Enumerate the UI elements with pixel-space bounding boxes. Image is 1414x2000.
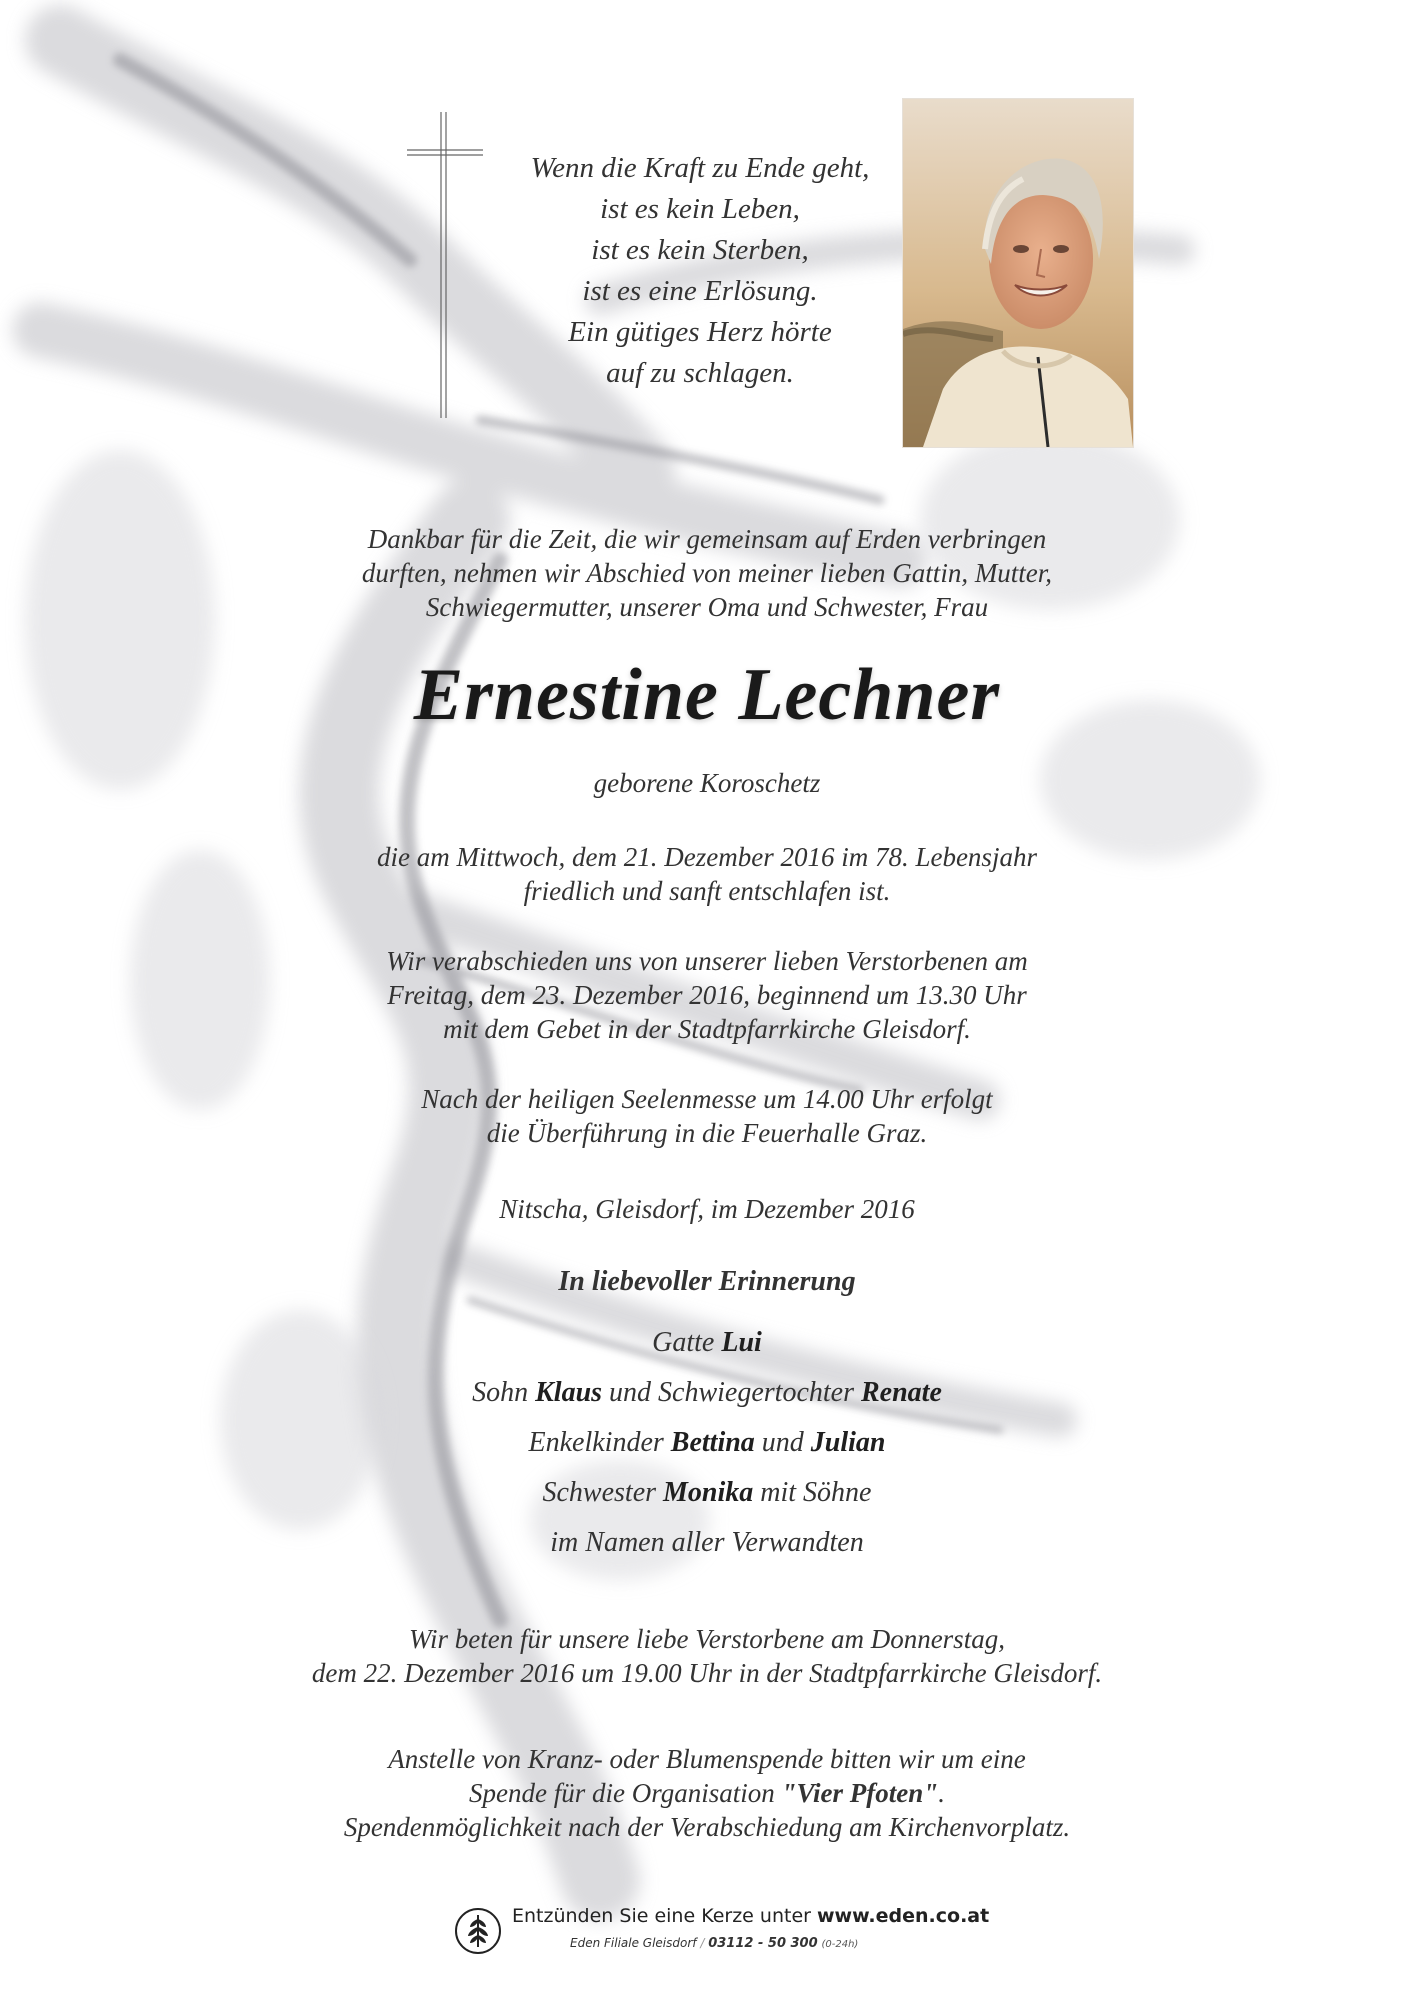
relation-joiner: und Schwiegertochter bbox=[609, 1377, 854, 1408]
motto-line: Ein gütiges Herz hörte bbox=[568, 316, 832, 348]
footer bbox=[450, 1903, 990, 1963]
family-heading: In liebevoller Erinnerung bbox=[558, 1266, 856, 1297]
website-link[interactable]: www.eden.co.at bbox=[816, 1905, 990, 1927]
motto-line: ist es kein Leben, bbox=[600, 193, 800, 225]
family-row-husband bbox=[200, 1318, 1214, 1368]
family-member-name: Julian bbox=[810, 1427, 886, 1458]
intro-text bbox=[200, 522, 1214, 624]
family-member-name: Renate bbox=[861, 1377, 942, 1408]
death-line: friedlich und sanft entschlafen ist. bbox=[523, 876, 891, 906]
candle-invitation bbox=[512, 1905, 989, 1927]
donation-notice bbox=[200, 1742, 1214, 1844]
family-member-name: Klaus bbox=[535, 1377, 603, 1408]
intro-line: Dankbar für die Zeit, die wir gemeinsam auf Erden verbringen bbox=[367, 524, 1047, 554]
donation-line: Spendenmöglichkeit nach der Verabschiedung am Kirchenvorplatz. bbox=[343, 1812, 1071, 1842]
death-notice bbox=[200, 840, 1214, 908]
relation-label: Schwester bbox=[542, 1477, 657, 1508]
donation-organisation: "Vier Pfoten" bbox=[781, 1778, 939, 1808]
deceased-name: Ernestine Lechner bbox=[413, 654, 1001, 736]
motto-verse bbox=[520, 148, 880, 394]
branch-contact bbox=[570, 1936, 858, 1951]
motto-line: Wenn die Kraft zu Ende geht, bbox=[530, 152, 870, 184]
family-row-relatives bbox=[200, 1518, 1214, 1568]
relation-label: Enkelkinder bbox=[528, 1427, 664, 1458]
branch-name: Eden Filiale Gleisdorf bbox=[570, 1936, 697, 1950]
family-member-name: Lui bbox=[721, 1327, 762, 1358]
family-member-name: Bettina bbox=[670, 1427, 755, 1458]
farewell-notice bbox=[200, 944, 1214, 1046]
family-row-grandchildren bbox=[200, 1418, 1214, 1468]
relation-suffix: mit Söhne bbox=[760, 1477, 872, 1508]
portrait-photo bbox=[902, 98, 1134, 448]
death-line: die am Mittwoch, dem 21. Dezember 2016 im 78. Lebensjahr bbox=[377, 842, 1037, 872]
relation-label: Sohn bbox=[472, 1377, 529, 1408]
family-row-son bbox=[200, 1368, 1214, 1418]
family-list bbox=[200, 1262, 1214, 1568]
family-member-name: Monika bbox=[663, 1477, 754, 1508]
relatives-text: im Namen aller Verwandten bbox=[550, 1527, 864, 1558]
prayer-line: Wir beten für unsere liebe Verstorbene am Donnerstag, bbox=[409, 1624, 1005, 1654]
motto-line: ist es eine Erlösung. bbox=[582, 275, 818, 307]
intro-line: durften, nehmen wir Abschied von meiner lieben Gattin, Mutter, bbox=[361, 558, 1053, 588]
farewell-line: mit dem Gebet in der Stadtpfarrkirche Gleisdorf. bbox=[443, 1014, 971, 1044]
relation-label: Gatte bbox=[652, 1327, 715, 1358]
farewell-line: Freitag, dem 23. Dezember 2016, beginnend um 13.30 Uhr bbox=[387, 980, 1027, 1010]
cross-icon bbox=[405, 110, 485, 420]
place-date-block bbox=[200, 1192, 1214, 1226]
farewell-line: Wir verabschieden uns von unserer lieben Verstorbenen am bbox=[386, 946, 1028, 976]
motto-line: auf zu schlagen. bbox=[606, 357, 794, 389]
prayer-line: dem 22. Dezember 2016 um 19.00 Uhr in der Stadtpfarrkirche Gleisdorf. bbox=[311, 1658, 1103, 1688]
family-row-sister bbox=[200, 1468, 1214, 1518]
transfer-notice bbox=[200, 1082, 1214, 1150]
place-date: Nitscha, Gleisdorf, im Dezember 2016 bbox=[499, 1194, 915, 1224]
portrait-image bbox=[903, 99, 1133, 447]
transfer-line: Nach der heiligen Seelenmesse um 14.00 Uhr erfolgt bbox=[421, 1084, 993, 1114]
relation-joiner: und bbox=[761, 1427, 804, 1458]
motto-line: ist es kein Sterben, bbox=[591, 234, 809, 266]
leaf-emblem-icon bbox=[454, 1907, 502, 1955]
contact-separator: / bbox=[700, 1936, 705, 1950]
donation-text: Spende für die Organisation bbox=[469, 1778, 782, 1808]
donation-line bbox=[200, 1776, 1214, 1810]
birth-name-block bbox=[200, 766, 1214, 800]
donation-text: . bbox=[938, 1778, 945, 1808]
birth-name: geborene Koroschetz bbox=[593, 768, 821, 798]
candle-text: Entzünden Sie eine Kerze unter bbox=[512, 1905, 817, 1927]
intro-line: Schwiegermutter, unserer Oma und Schwester, Frau bbox=[425, 592, 989, 622]
phone-number: 03112 - 50 300 bbox=[708, 1936, 818, 1951]
transfer-line: die Überführung in die Feuerhalle Graz. bbox=[486, 1118, 928, 1148]
donation-line: Anstelle von Kranz- oder Blumenspende bitten wir um eine bbox=[388, 1744, 1026, 1774]
prayer-notice bbox=[200, 1622, 1214, 1690]
service-hours: (0-24h) bbox=[821, 1939, 859, 1950]
